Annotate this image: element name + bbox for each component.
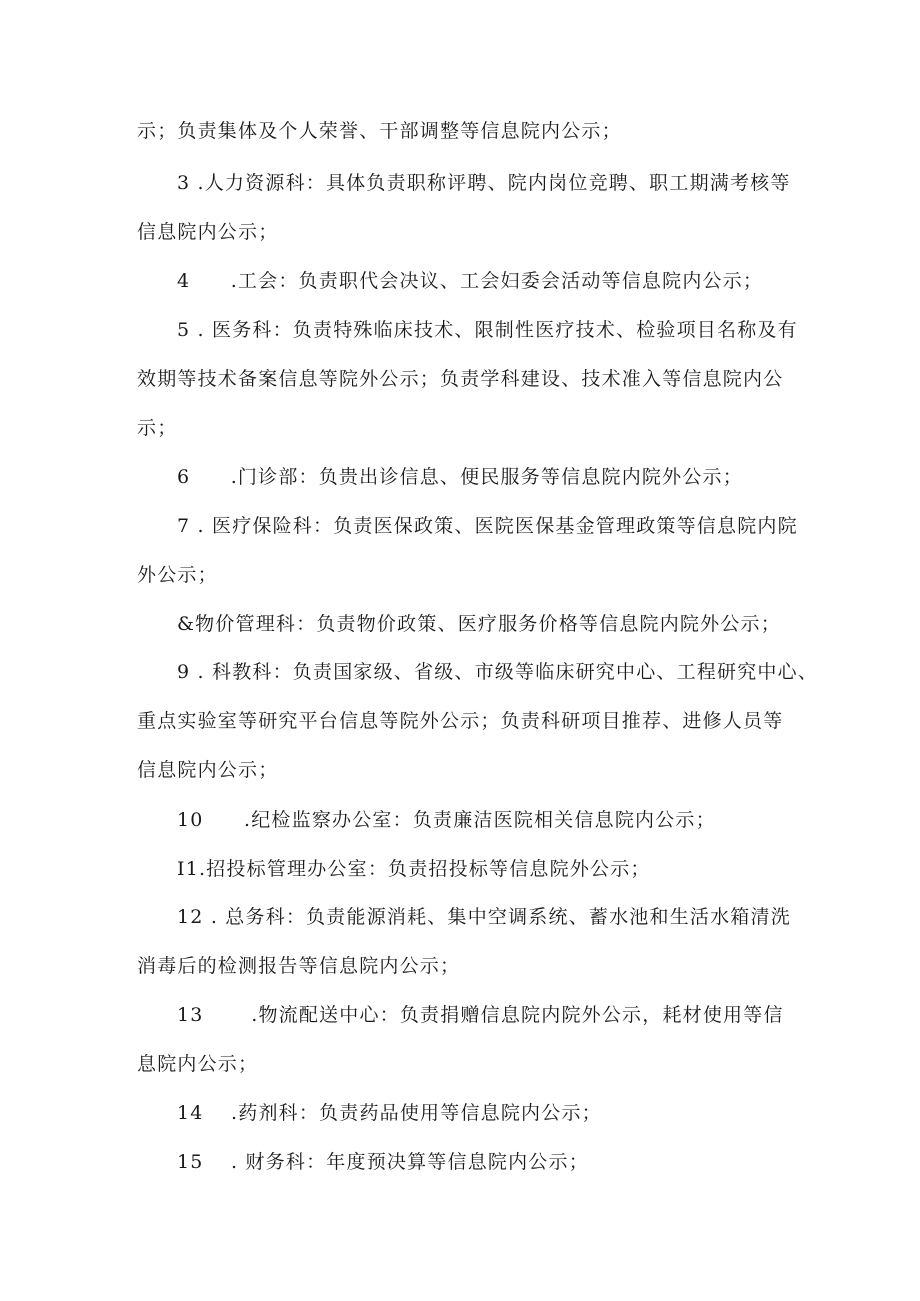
text-line: 示；: [137, 417, 178, 439]
text-line: 效期等技术备案信息等院外公示；负责学科建设、技术准入等信息院内公: [137, 368, 784, 390]
text-line: 信息院内公示；: [137, 221, 279, 243]
text-line: 重点实验室等研究平台信息等院外公示；负责科研项目推荐、进修人员等: [137, 710, 784, 732]
text-line: 14 .药剂科：负责药品使用等信息院内公示；: [177, 1102, 602, 1124]
text-line: 示；负责集体及个人荣誉、干部调整等信息院内公示；: [137, 120, 622, 142]
text-line: 10 .纪检监察办公室：负责廉洁医院相关信息院内公示；: [177, 809, 716, 831]
text-line: 3 .人力资源科：具体负责职称评聘、院内岗位竞聘、职工期满考核等: [177, 172, 791, 194]
text-line: 息院内公示；: [137, 1053, 259, 1075]
text-line: 13 .物流配送中心：负责捐赠信息院内院外公示，耗材使用等信: [177, 1004, 784, 1026]
text-line: &物价管理科：负责物价政策、医疗服务价格等信息院内院外公示；: [177, 613, 781, 635]
text-line: I1.招投标管理办公室：负责招投标等信息院外公示；: [177, 858, 651, 880]
text-line: 消毒后的检测报告等信息院内公示；: [137, 955, 461, 977]
text-line: 7 . 医疗保险科：负责医保政策、医院医保基金管理政策等信息院内院: [177, 515, 798, 537]
text-line: 信息院内公示；: [137, 759, 279, 781]
text-line: 6 .门诊部：负贵出诊信息、便民服务等信息院内院外公示；: [177, 466, 743, 488]
text-line: 15 . 财务科：年度预决算等信息院内公示；: [177, 1151, 589, 1173]
text-line: 12 . 总务科：负责能源消耗、集中空调系统、蓄水池和生活水箱清洗: [177, 906, 791, 928]
text-line: 4 .工会：负责职代会决议、工会妇委会活动等信息院内公示；: [177, 270, 764, 292]
text-line: 5 . 医务科：负责特殊临床技术、限制性医疗技术、检验项目名称及有: [177, 319, 798, 341]
text-line: 9 . 科教科：负责国家级、省级、市级等临床研究中心、工程研究中心、: [177, 661, 819, 683]
text-line: 外公示；: [137, 564, 218, 586]
